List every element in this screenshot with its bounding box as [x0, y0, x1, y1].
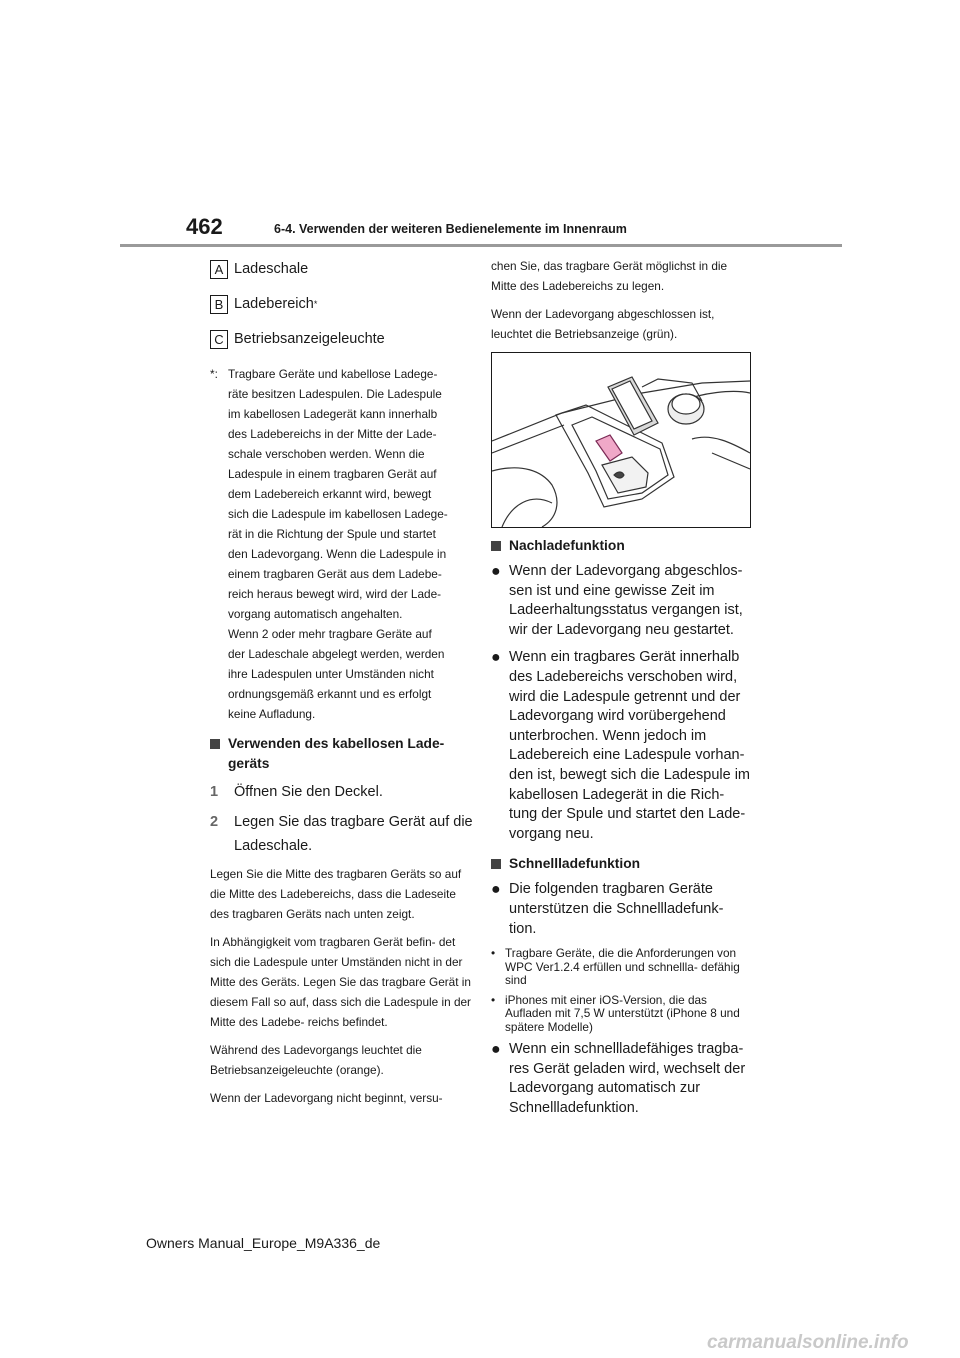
footnote-line: sich die Ladespule im kabellosen Ladege-	[228, 507, 448, 521]
footnote-line: räte besitzen Ladespulen. Die Ladespule	[228, 387, 442, 401]
footnote-mark: *:	[210, 367, 218, 381]
heading-square-icon	[491, 541, 501, 551]
letter-box-a: A	[210, 260, 228, 279]
bullet-item	[491, 880, 753, 939]
bullet-item	[491, 562, 753, 640]
sub-bullet-dot-icon: •	[491, 946, 496, 961]
bullet-text: Die folgenden tragbaren Geräte unterstützen die Schnellladefunk- tion.	[509, 881, 724, 937]
footnote-line: schale verschoben werden. Wenn die	[228, 447, 425, 461]
sub-bullet-text: Tragbare Geräte, die die Anforderungen von WPC Ver1.2.4 erfüllen und schnellla- defähig sind	[505, 946, 740, 988]
bullet-dot-icon: ●	[491, 563, 501, 580]
footnote-line: im kabellosen Ladegerät kann innerhalb	[228, 407, 438, 421]
sub-bullet-item	[491, 947, 753, 988]
label-c	[210, 329, 475, 349]
sub-bullet-dot-icon: •	[491, 992, 496, 1007]
heading-square-icon	[491, 859, 501, 869]
footnote-line: Ladespule in einem tragbaren Gerät auf	[228, 467, 437, 481]
letter-box-b: B	[210, 295, 228, 314]
footnote	[210, 364, 475, 724]
paragraph: Wenn der Ladevorgang nicht beginnt, versu-	[210, 1091, 443, 1105]
left-column	[210, 259, 475, 1116]
paragraph: In Abhängigkeit vom tragbaren Gerät befin- det sich die Ladespule unter Umständen nicht in der Mitte des Geräts. Legen Sie das tragbare Gerät in diesem Fall so auf, dass sich die Ladespule in der Mitte des Ladebe- reichs befindet.	[210, 935, 471, 1029]
bullet-text: Wenn ein tragbares Gerät innerhalb des Ladebereichs verschoben wird, wird die Ladespule getrennt und der Ladevorgang wird vorübergehend unterbrochen. Wenn jedoch im Ladebereich eine Ladespule vorhan- den ist, bewegt sich die Ladespule im kabellosen Ladegerät in die Rich- tung der Spule und startet den Lade- vorgang neu.	[509, 649, 751, 842]
bullet-item	[491, 648, 753, 844]
heading-text: Schnellladefunktion	[509, 856, 641, 872]
step-text: Öffnen Sie den Deckel.	[234, 784, 383, 800]
footnote-line: ihre Ladespulen unter Umständen nicht	[228, 667, 434, 681]
label-a-text: Ladeschale	[234, 261, 309, 277]
bullet-item	[491, 1040, 753, 1118]
heading-text: Verwenden des kabellosen Lade- geräts	[228, 736, 445, 771]
footnote-line: keine Aufladung.	[228, 707, 316, 721]
charger-illustration	[491, 352, 751, 528]
step-2	[210, 810, 475, 858]
footnote-line: den Ladevorgang. Wenn die Ladespule in	[228, 547, 447, 561]
footnote-line: vorgang automatisch angehalten.	[228, 607, 403, 621]
bullet-text: Wenn ein schnellladefähiges tragba- res Gerät geladen wird, wechselt der Ladevorgang automatisch zur Schnellladefunktion.	[509, 1041, 746, 1116]
footnote-text	[228, 364, 448, 724]
sub-bullet-item	[491, 994, 753, 1035]
paragraph: Legen Sie die Mitte des tragbaren Geräts so auf die Mitte des Ladebereichs, dass die Ladeseite des tragbaren Geräts nach unten zeigt.	[210, 867, 462, 921]
letter-box-c: C	[210, 330, 228, 349]
header-rule	[120, 244, 842, 247]
label-c-text: Betriebsanzeigeleuchte	[234, 331, 385, 347]
footnote-line: reich heraus bewegt wird, wird der Lade-	[228, 587, 442, 601]
watermark[interactable]: carmanualsonline.info	[707, 1332, 909, 1353]
paragraph: Wenn der Ladevorgang abgeschlossen ist, leuchtet die Betriebsanzeige (grün).	[491, 307, 715, 341]
step-number: 1	[210, 784, 219, 800]
heading-recharge	[491, 536, 753, 556]
paragraph: chen Sie, das tragbare Gerät möglichst in die Mitte des Ladebereichs zu legen.	[491, 259, 728, 293]
bullet-dot-icon: ●	[491, 881, 501, 899]
label-b-text: Ladebereich	[234, 296, 314, 312]
footnote-line: dem Ladebereich erkannt wird, bewegt	[228, 487, 432, 501]
footer-manual-id: Owners Manual_Europe_M9A336_de	[146, 1235, 381, 1251]
footnote-line: der Ladeschale abgelegt werden, werden	[228, 647, 445, 661]
step-text: Legen Sie das tragbare Gerät auf die Ladeschale.	[234, 814, 473, 854]
step-number: 2	[210, 814, 219, 830]
label-b	[210, 294, 475, 314]
right-column	[491, 256, 753, 1126]
section-title: 6-4. Verwenden der weiteren Bedienelemente im Innenraum	[274, 222, 627, 236]
footnote-line: Tragbare Geräte und kabellose Ladege-	[228, 367, 438, 381]
page-number: 462	[186, 214, 223, 239]
bullet-dot-icon: ●	[491, 649, 501, 667]
bullet-text: Wenn der Ladevorgang abgeschlos- sen ist und eine gewisse Zeit im Ladeerhaltungsstatus vergangen ist, wir der Ladevorgang neu gestartet.	[509, 563, 743, 638]
heading-square-icon	[210, 739, 220, 749]
charger-drawing	[492, 353, 750, 527]
bullet-dot-icon: ●	[491, 1041, 501, 1059]
step-1	[210, 780, 475, 804]
label-a	[210, 259, 475, 279]
footnote-line: rät in die Richtung der Spule und startet	[228, 527, 436, 541]
heading-wireless-charger	[210, 734, 475, 774]
sub-bullet-text: iPhones mit einer iOS-Version, die das Aufladen mit 7,5 W unterstützt (iPhone 8 und spätere Modelle)	[505, 992, 740, 1034]
heading-text: Nachladefunktion	[509, 538, 625, 553]
paragraph: Während des Ladevorgangs leuchtet die Betriebsanzeigeleuchte (orange).	[210, 1043, 422, 1077]
footnote-marker: *	[313, 299, 318, 309]
footnote-line: des Ladebereichs in der Mitte der Lade-	[228, 427, 437, 441]
footnote-line: ordnungsgemäß erkannt und es erfolgt	[228, 687, 432, 701]
footnote-line: einem tragbaren Gerät aus dem Ladebe-	[228, 567, 442, 581]
footnote-line: Wenn 2 oder mehr tragbare Geräte auf	[228, 627, 432, 641]
heading-fast-charge	[491, 854, 753, 874]
